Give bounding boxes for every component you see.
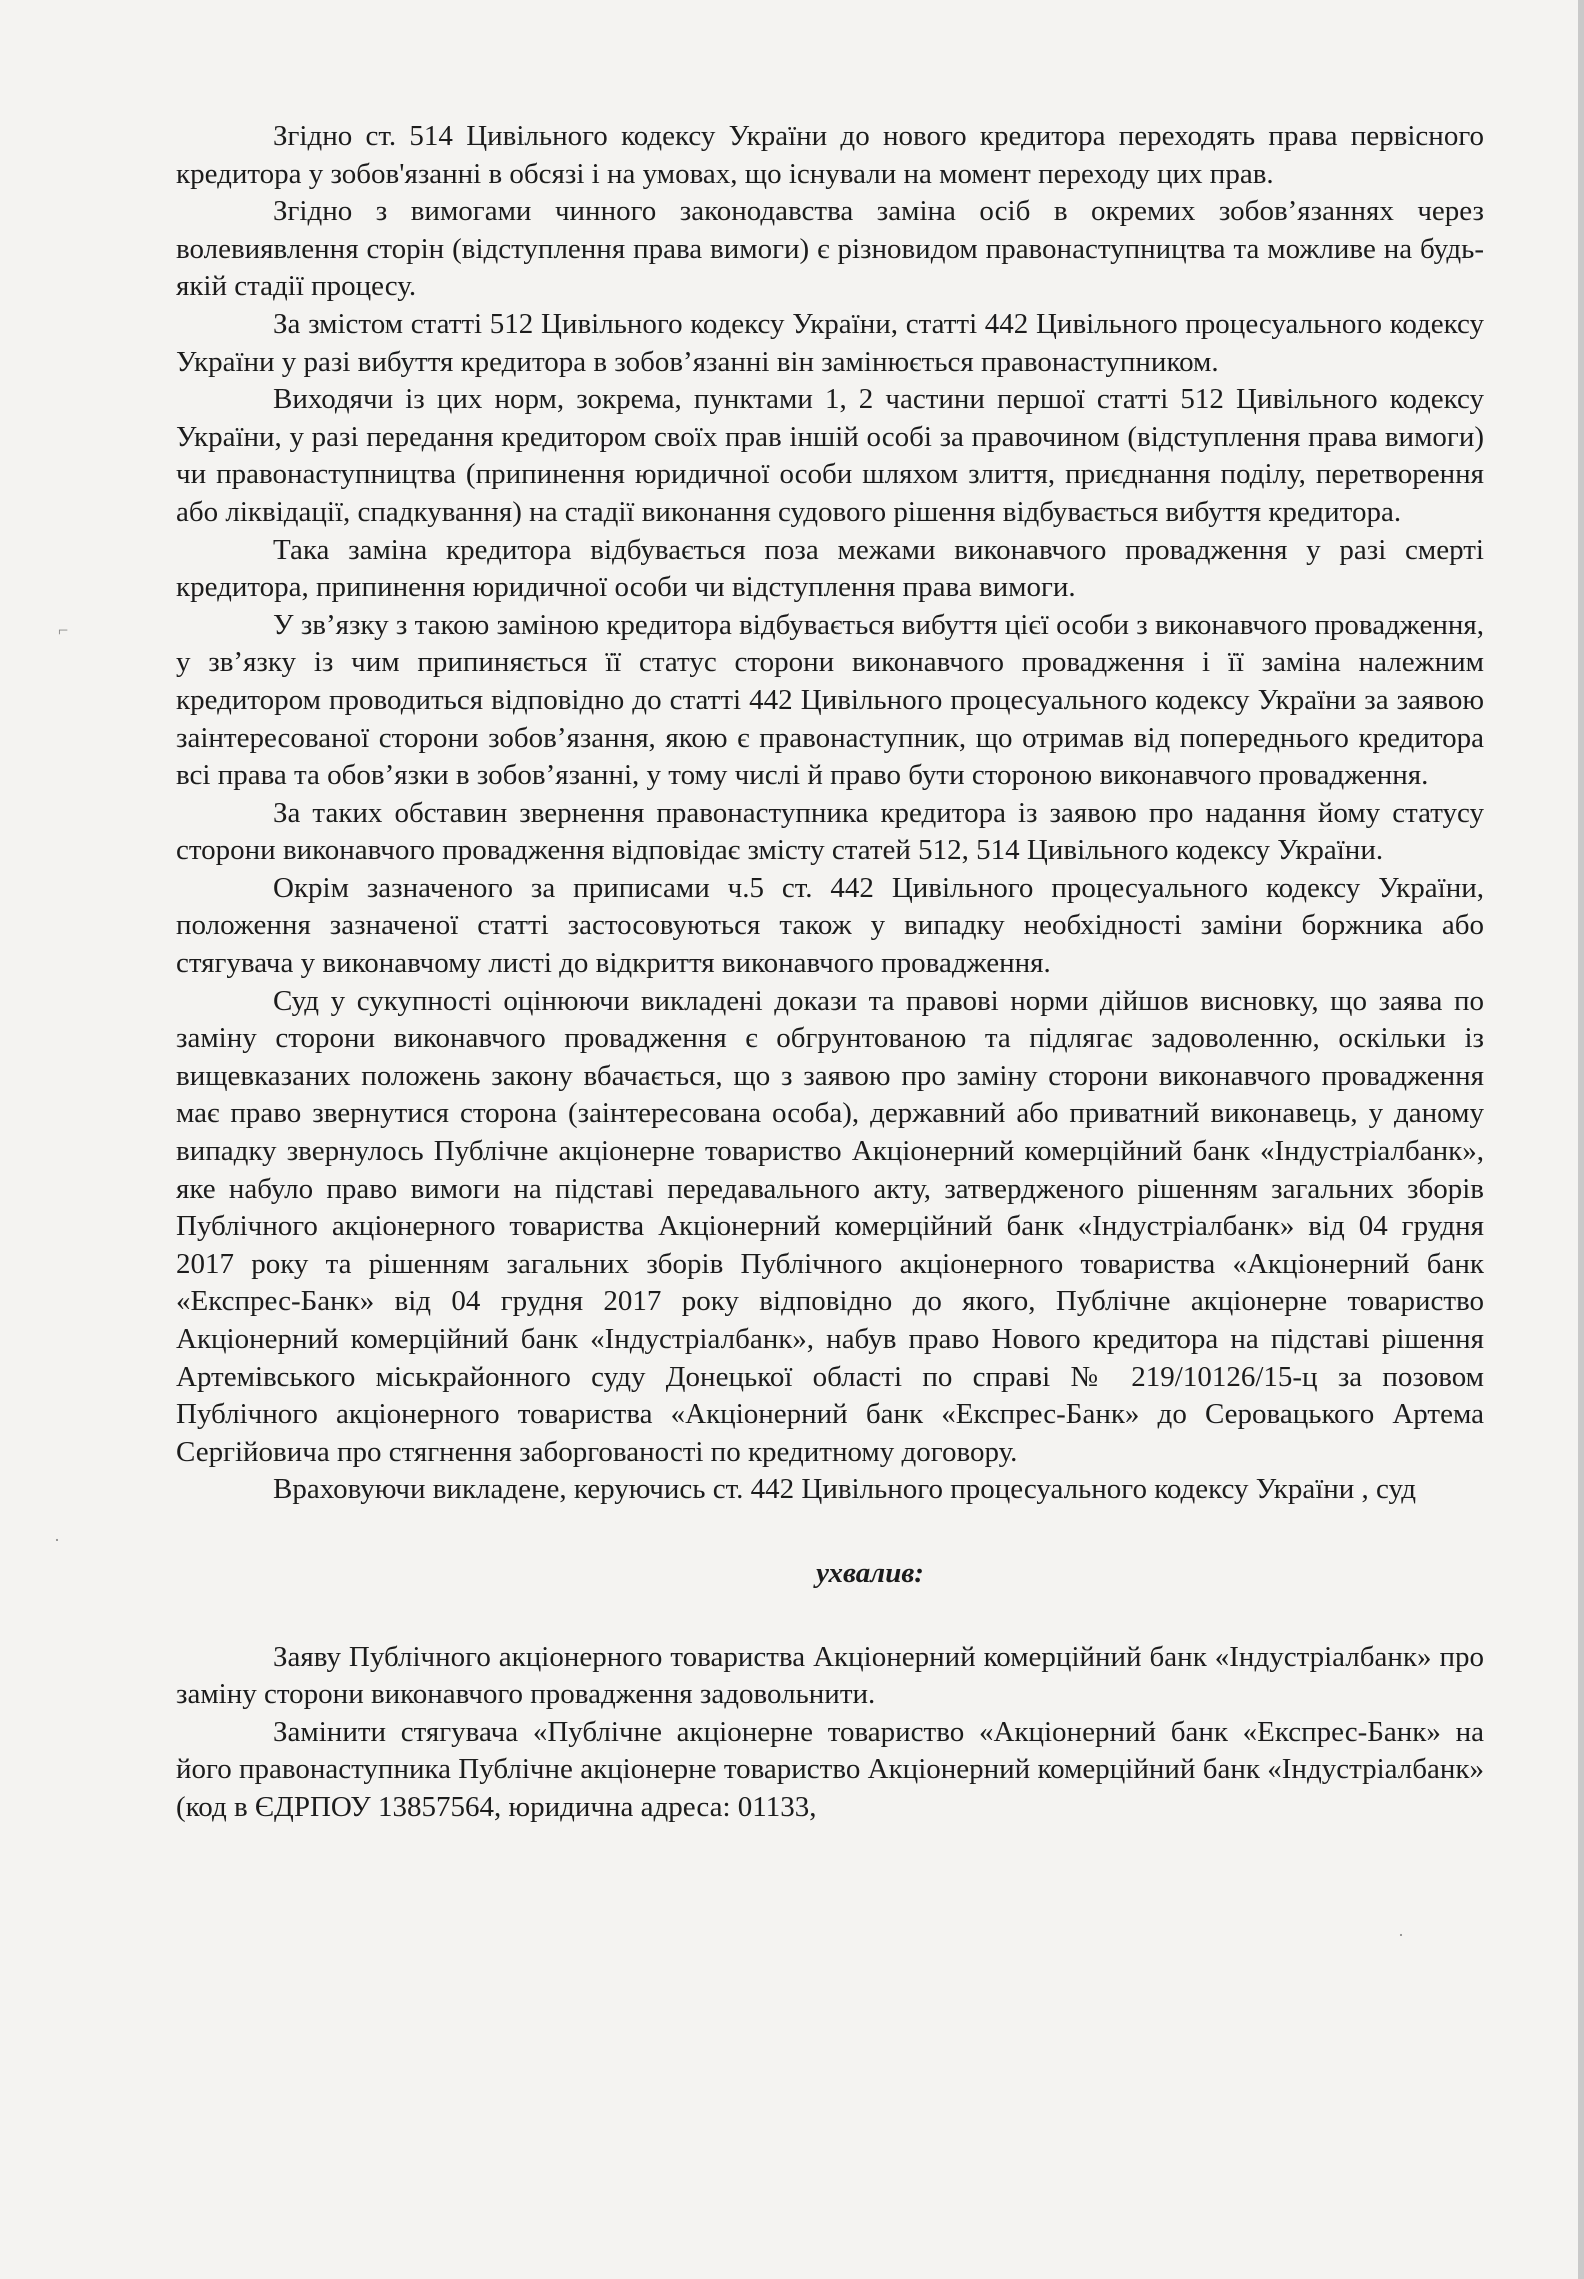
scan-artifact-mark: ⌐ <box>58 620 69 640</box>
paragraph: Замінити стягувача «Публічне акціонерне товариство «Акціонерний банк «Експрес-Банк» на його правонаступника Публічне акціонерне товариство Акціонерний комерційний банк «Індустріалбанк» (код в ЄДРПОУ 13857564, юридична адреса: 01133, <box>176 1715 1484 1823</box>
paragraph: За таких обставин звернення правонаступника кредитора із заявою про надання йому статусу сторони виконавчого провадження відповідає змісту статей 512, 514 Цивільного кодексу України. <box>176 796 1484 867</box>
scan-artifact-mark: · <box>1398 1925 1404 1945</box>
paragraph: За змістом статті 512 Цивільного кодексу України, статті 442 Цивільного процесуального кодексу України у разі вибуття кредитора в зобов’язанні він замінюється правонаступником. <box>176 307 1484 378</box>
paragraph: Виходячи із цих норм, зокрема, пунктами 1, 2 частини першої статті 512 Цивільного кодексу України, у разі передання кредитором своїх прав іншій особі за правочином (відступлення права вимоги) чи правонаступництва (припинення юридичної особи шляхом злиття, приєднання поділу, перетворення або ліквідації, спадкування) на стадії виконання судового рішення відбувається вибуття кредитора. <box>176 383 1484 528</box>
paragraph: Окрім зазначеного за приписами ч.5 ст. 442 Цивільного процесуального кодексу України, положення зазначеної статті застосовуються також у випадку необхідності заміни боржника або стягувача у виконавчому листі до відкриття виконавчого провадження. <box>176 871 1484 980</box>
paragraph: Згідно ст. 514 Цивільного кодексу України до нового кредитора переходять права первісного кредитора у зобов'язанні в обсязі і на умовах, що існували на момент переходу цих прав. <box>176 120 1484 190</box>
scan-edge <box>1578 0 1584 2279</box>
ruling-heading: ухвалив: <box>816 1556 924 1589</box>
paragraph: Згідно з вимогами чинного законодавства заміна осіб в окремих зобов’язаннях через волевиявлення сторін (відступлення права вимоги) є різновидом правонаступництва та можливе на будь-якій стадії процесу. <box>176 195 1484 303</box>
scan-artifact-mark: · <box>54 1530 60 1550</box>
document-text <box>176 118 1484 1827</box>
paragraph: У зв’язку з такою заміною кредитора відбувається вибуття цієї особи з виконавчого провадження, у зв’язку із чим припиняється її статус сторони виконавчого провадження і її заміна належним кредитором проводиться відповідно до статті 442 Цивільного процесуального кодексу України за заявою заінтересованої сторони зобов’язання, якою є правонаступник, що отримав від попереднього кредитора всі права та обов’язки в зобов’язанні, у тому числі й право бути стороною виконавчого провадження. <box>176 608 1484 792</box>
paragraph: Така заміна кредитора відбувається поза межами виконавчого провадження у разі смерті кредитора, припинення юридичної особи чи відступлення права вимоги. <box>176 533 1484 604</box>
paragraph: Суд у сукупності оцінюючи викладені докази та правові норми дійшов висновку, що заява по заміну сторони виконавчого провадження є обгрунтованою та підлягає задоволенню, оскільки із вищевказаних положень закону вбачається, що з заявою про заміну сторони виконавчого провадження має право звернутися сторона (заінтересована особа), державний або приватний виконавець, у даному випадку звернулось Публічне акціонерне товариство Акціонерний комерційний банк «Індустріалбанк», яке набуло право вимоги на підставі передавального акту, затвердженого рішенням загальних зборів Публічного акціонерного товариства Акціонерний комерційний банк «Індустріалбанк» від 04 грудня 2017 року та рішенням загальних зборів Публічного акціонерного товариства «Акціонерний банк «Експрес-Банк» від 04 грудня 2017 року відповідно до якого, Публічне акціонерне товариство Акціонерний комерційний банк «Індустріалбанк», набув право Нового кредитора на підставі рішення Артемівського міськрайонного суду Донецької області по справі № 219/10126/15-ц за позовом Публічного акціонерного товариства «Акціонерний банк «Експрес-Банк» до Серовацького Артема Сергійовича про стягнення заборгованості по кредитному договору. <box>176 984 1484 1468</box>
paragraph: Заяву Публічного акціонерного товариства Акціонерний комерційний банк «Індустріалбанк» про заміну сторони виконавчого провадження задовольнити. <box>176 1640 1484 1711</box>
paragraph: Враховуючи викладене, керуючись ст. 442 Цивільного процесуального кодексу України , суд <box>273 1473 1416 1506</box>
